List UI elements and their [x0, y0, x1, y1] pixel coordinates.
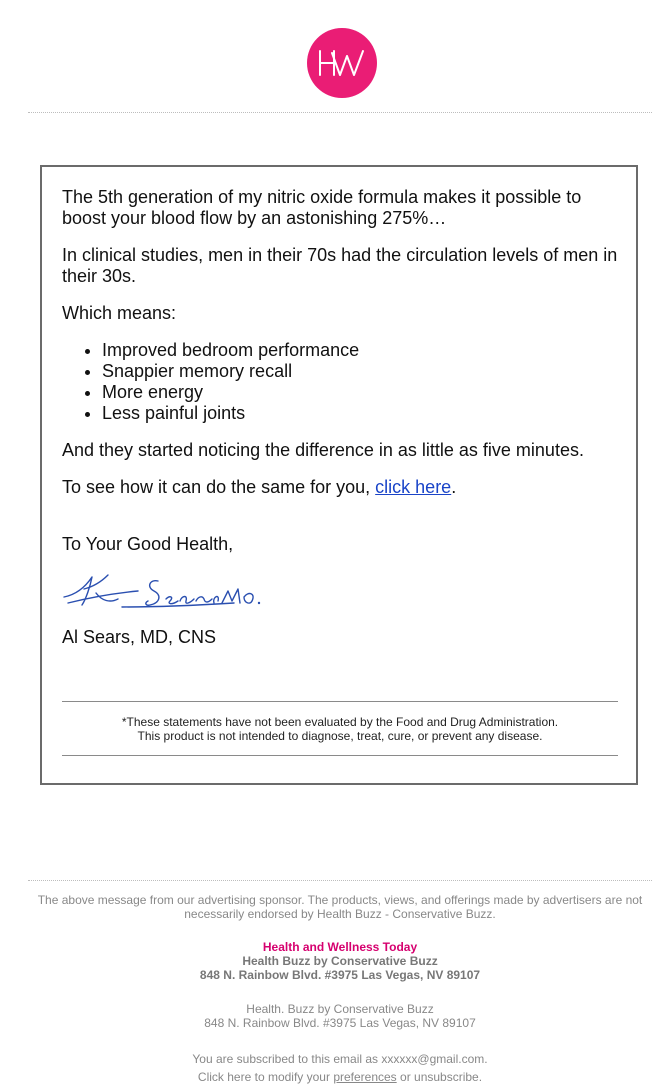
signer-name: Al Sears, MD, CNS: [62, 627, 217, 647]
signature-image: [62, 567, 262, 615]
modify-prefix: Click here to modify your: [197, 1070, 334, 1084]
footer-address: 848 N. Rainbow Blvd. #3975 Las Vegas, NV 89107: [199, 968, 481, 982]
cta-suffix: .: [451, 477, 457, 497]
sponsor-notice: The above message from our advertising sponsor. The products, views, and offerings made by advertisers are not necessarily endorsed by Health Buzz - Conservative Buzz.: [37, 893, 643, 921]
click-here-link[interactable]: click here: [375, 477, 452, 497]
paragraph-intro: The 5th generation of my nitric oxide formula makes it possible to boost your blood flow by an astonishing 275%…: [62, 187, 582, 228]
logo: [307, 28, 377, 98]
paragraph-means: Which means:: [62, 303, 177, 323]
divider-top: [28, 112, 652, 113]
list-item: • Snappier memory recall: [102, 361, 622, 382]
modify-suffix: or unsubscribe.: [396, 1070, 483, 1084]
list-item: • Less painful joints: [102, 403, 622, 424]
preferences-link[interactable]: preferences: [333, 1070, 397, 1084]
message-card: [40, 165, 638, 785]
footer-company-2: Health. Buzz by Conservative Buzz: [246, 1002, 434, 1016]
disclaimer-top-rule: [62, 701, 618, 702]
footer-brand: Health and Wellness Today: [262, 940, 418, 954]
preferences-line: [28, 1068, 652, 1086]
disclaimer-bottom-rule: [62, 755, 618, 756]
footer-subscription-block: [28, 1050, 652, 1086]
disclaimer-line-2: This product is not intended to diagnose, treat, cure, or prevent any disease.: [137, 729, 543, 743]
list-item: • Improved bedroom performance: [102, 340, 622, 361]
message-body: [62, 187, 622, 514]
paragraph-cta: [62, 477, 622, 498]
cta-prefix: To see how it can do the same for you,: [62, 477, 376, 497]
subscription-notice: You are subscribed to this email as xxxxxx@gmail.com.: [192, 1052, 488, 1066]
footer-address-2: 848 N. Rainbow Blvd. #3975 Las Vegas, NV 89107: [204, 1016, 476, 1030]
footer-company: Health Buzz by Conservative Buzz: [242, 954, 438, 968]
footer-brand-block: [28, 940, 652, 982]
benefits-list: [62, 340, 622, 424]
signature: [62, 567, 262, 620]
disclaimer-line-1: *These statements have not been evaluated by the Food and Drug Administration.: [121, 715, 559, 729]
fda-disclaimer: [62, 715, 618, 743]
hw-logo-icon: [316, 47, 368, 79]
paragraph-minutes: And they started noticing the difference in as little as five minutes.: [62, 440, 584, 460]
footer-address-block: [28, 1002, 652, 1030]
closing-line: To Your Good Health,: [62, 534, 234, 554]
paragraph-studies: In clinical studies, men in their 70s had the circulation levels of men in their 30s.: [62, 245, 618, 286]
divider-footer: [28, 880, 652, 881]
list-item: • More energy: [102, 382, 622, 403]
